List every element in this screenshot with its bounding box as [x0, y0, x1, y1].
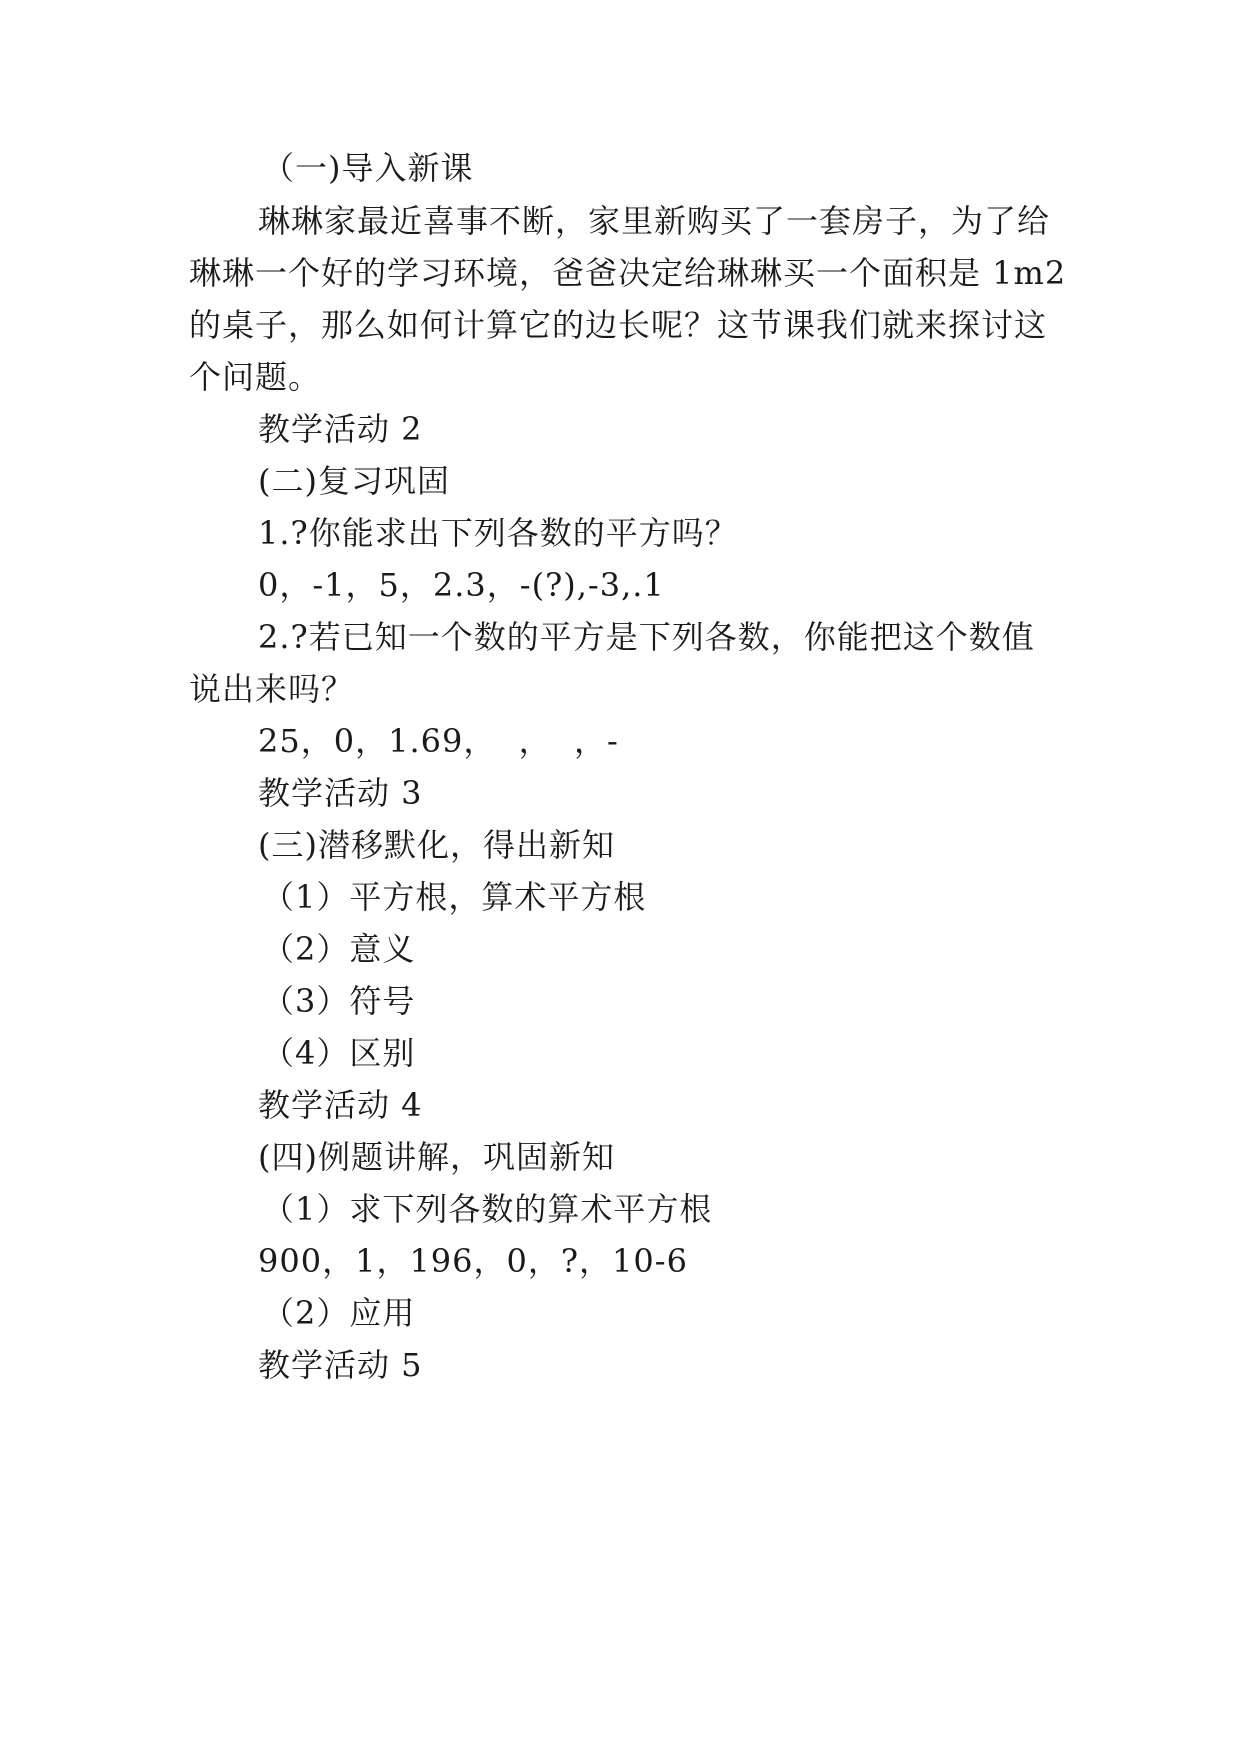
number-list-line: 900，1，196，0，?，10-6	[258, 1242, 688, 1280]
list-item: （4）区别	[262, 1034, 416, 1072]
activity-heading: 教学活动 2	[258, 410, 423, 448]
list-item: （1）平方根，算术平方根	[262, 878, 647, 916]
paragraph-line: 琳琳一个好的学习环境，爸爸决定给琳琳买一个面积是 1m2	[189, 254, 1067, 292]
paragraph-line: 个问题。	[189, 358, 322, 396]
number-list-line: 0，-1，5，2.3，-(?),-3,.1	[258, 566, 665, 604]
activity-heading: 教学活动 5	[258, 1346, 423, 1384]
question-line: 说出来吗？	[189, 670, 355, 708]
question-line: 2.?若已知一个数的平方是下列各数，你能把这个数值	[258, 618, 1035, 656]
list-item: （2）意义	[262, 930, 416, 968]
list-item: （3）符号	[262, 982, 416, 1020]
section-heading: （一)导入新课	[262, 149, 474, 187]
list-item: （1）求下列各数的算术平方根	[262, 1190, 713, 1228]
activity-heading: 教学活动 4	[258, 1086, 423, 1124]
question-line: 1.?你能求出下列各数的平方吗？	[258, 514, 738, 552]
section-heading: (四)例题讲解，巩固新知	[258, 1138, 615, 1176]
paragraph-line: 的桌子，那么如何计算它的边长呢？这节课我们就来探讨这	[189, 306, 1048, 344]
paragraph-line: 琳琳家最近喜事不断，家里新购买了一套房子，为了给	[258, 202, 1051, 240]
section-heading: (二)复习巩固	[258, 462, 450, 500]
section-heading: (三)潜移默化，得出新知	[258, 826, 615, 864]
list-item: （2）应用	[262, 1294, 416, 1332]
activity-heading: 教学活动 3	[258, 774, 423, 812]
number-list-line: 25，0，1.69， ， ，-	[258, 722, 619, 760]
